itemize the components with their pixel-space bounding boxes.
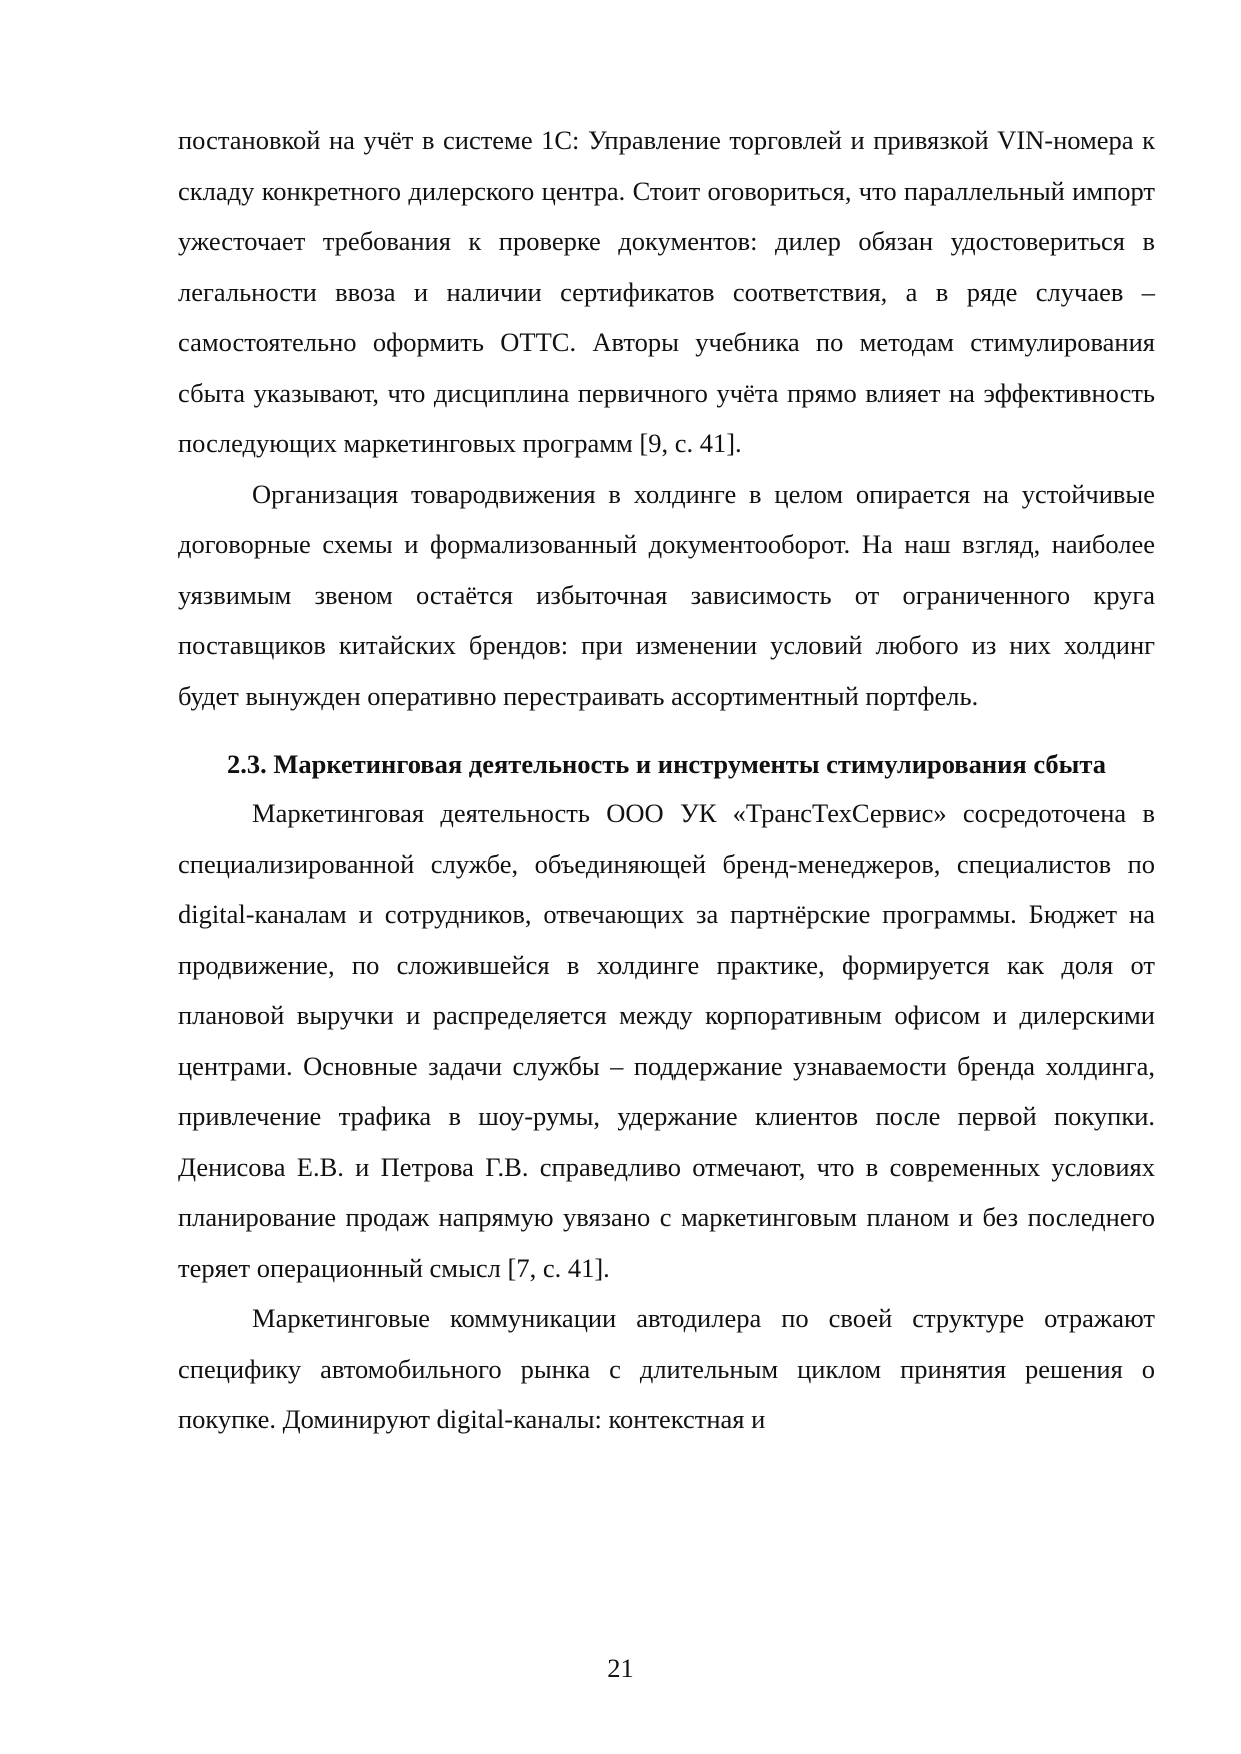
page-number: 21 (607, 1653, 634, 1683)
paragraph-distribution: Организация товародвижения в холдинге в целом опирается на устойчивые договорные схемы и формализованный документооборот. На наш взгляд, наиболее уязвимым звеном остаётся избыточная зависимость от ограниченного круга поставщиков китайских брендов: при изменении условий любого из них холдинг будет вынужден оперативно перестраивать ассортиментный портфель. (178, 478, 1155, 711)
section-heading: 2.3. Маркетинговая деятельность и инструменты стимулирования сбыта (227, 749, 1106, 779)
paragraph-continuation: постановкой на учёт в системе 1С: Управление торговлей и привязкой VIN-номера к складу конкретного дилерского центра. Стоит оговориться, что параллельный импорт ужесточает требования к проверке документов: дилер обязан удостовериться в легальности ввоза и наличии сертификатов соответствия, а в ряде случаев – самостоятельно оформить ОТТС. Авторы учебника по методам стимулирования сбыта указывают, что дисциплина первичного учёта прямо влияет на эффективность последующих маркетинговых программ [9, с. 41]. (178, 125, 1155, 458)
paragraph-marketing-service: Маркетинговая деятельность ООО УК «ТрансТехСервис» сосредоточена в специализированной службе, объединяющей бренд-менеджеров, специалистов по digital-каналам и сотрудников, отвечающих за партнёрские программы. Бюджет на продвижение, по сложившейся в холдинге практике, формируется как доля от плановой выручки и распределяется между корпоративным офисом и дилерскими центрами. Основные задачи службы – поддержание узнаваемости бренда холдинга, привлечение трафика в шоу-румы, удержание клиентов после первой покупки. Денисова Е.В. и Петрова Г.В. справедливо отмечают, что в современных условиях планирование продаж напрямую увязано с маркетинговым планом и без последнего теряет операционный смысл [7, с. 41]. (178, 798, 1155, 1283)
page-body (178, 115, 1155, 1445)
paragraph-marketing-communications: Маркетинговые коммуникации автодилера по своей структуре отражают специфику автомобильного рынка с длительным циклом принятия решения о покупке. Доминируют digital-каналы: контекстная и (178, 1303, 1155, 1434)
